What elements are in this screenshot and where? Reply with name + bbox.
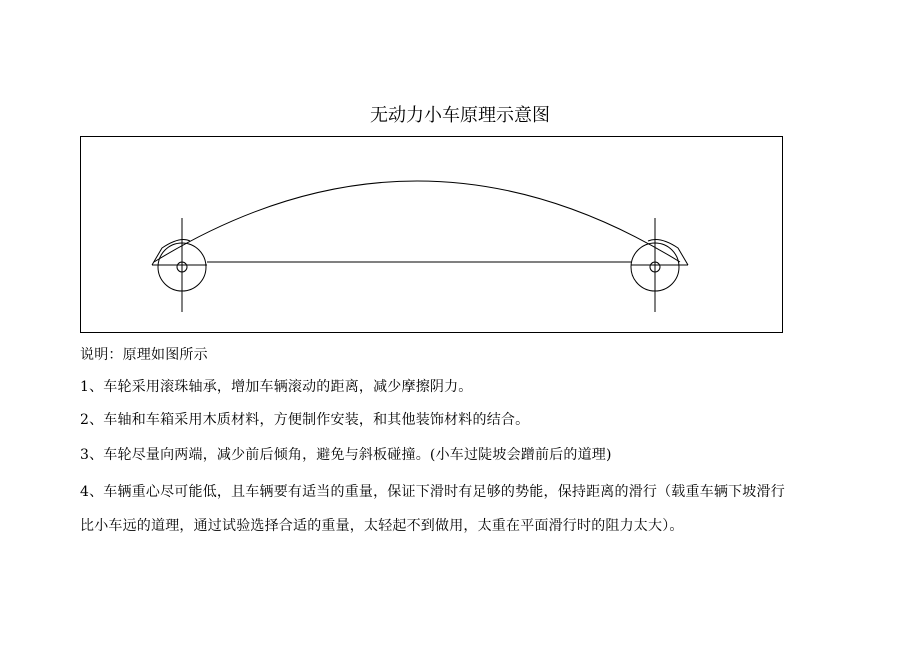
diagram-title: 无动力小车原理示意图: [370, 105, 550, 126]
explanation-item-2: 2、车轴和车箱采用木质材料，方便制作安装，和其他装饰材料的结合。: [80, 412, 530, 428]
explanation-item-3: 3、车轮尽量向两端，减少前后倾角，避免与斜板碰撞。(小车过陡坡会蹭前后的道理): [80, 447, 612, 463]
explanation-item-1: 1、车轮采用滚珠轴承，增加车辆滚动的距离，减少摩擦阴力。: [80, 379, 473, 395]
left-wheel: [152, 218, 207, 312]
explanation-item-4-continued: 比小车远的道理，通过试验选择合适的重量，太轻起不到做用，太重在平面滑行时的阻力太大）。: [80, 518, 684, 534]
explanation-caption: 说明：原理如图所示: [80, 347, 208, 363]
explanation-item-4: 4、车辆重心尽可能低，且车辆要有适当的重量，保证下滑时有足够的势能，保持距离的滑行（载重车辆下坡滑行: [80, 484, 785, 500]
cart-body-arc: [154, 181, 680, 262]
diagram-frame: [80, 136, 783, 333]
right-wheel: [631, 218, 688, 312]
cart-diagram: [80, 136, 783, 333]
